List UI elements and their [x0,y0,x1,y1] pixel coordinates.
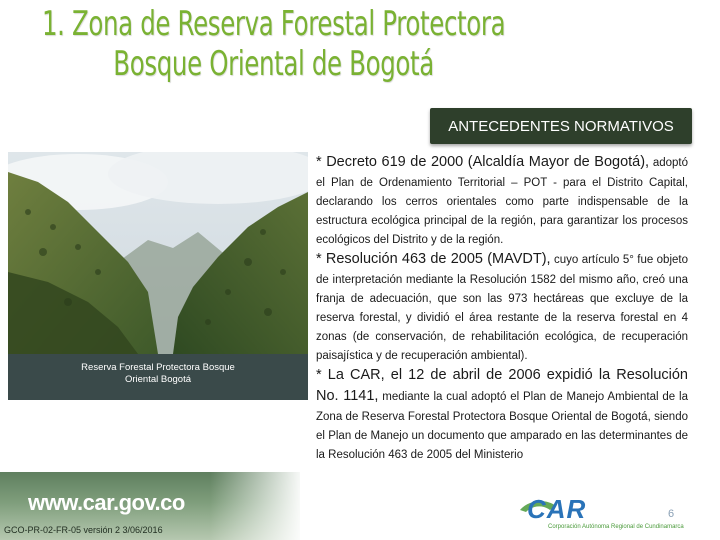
car-logo-tagline: Corporación Autónoma Regional de Cundinamarca [548,524,684,530]
footer-band-fade [210,472,300,540]
title-line-2: Bosque Oriental de Bogotá [113,44,434,84]
photo-caption-text: Reserva Forestal Protectora Bosque Oriental Bogotá [81,362,235,385]
forest-photo [8,152,308,354]
title-line-1: 1. Zona de Reserva Forestal Protectora [41,4,506,44]
regulation-item [316,365,688,464]
regulation-item [316,249,688,365]
regulation-text: adoptó el Plan de Ordenamiento Territorial – POT - para el Distrito Capital, declarando los cerros orientales como parte indispensable de la estructura ecológica principal de la región, para garantizar los procesos ecológicos del Distrito y de la región. [316,157,688,246]
regulation-lead: * Decreto 619 de 2000 (Alcaldía Mayor de Bogotá), [316,154,650,170]
regulation-lead: * La CAR, el 12 de abril de 2006 expidió la Resolución No. 1141, [316,367,688,404]
website-url: www.car.gov.co [28,490,185,515]
regulation-text: mediante la cual adoptó el Plan de Manejo Ambiental de la Zona de Reserva Forestal Protectora Bosque Oriental de Bogotá, siendo el Plan de Manejo un documento que amparado en las determinantes de la Resolución 463 de 2005 del Ministerio [316,391,688,461]
mountain-landscape-image [8,152,308,354]
section-badge [430,108,692,144]
page-number: 6 [668,508,675,520]
section-badge-label: ANTECEDENTES NORMATIVOS [448,117,674,135]
regulation-lead: * Resolución 463 de 2005 (MAVDT), [316,251,551,267]
regulation-text: cuyo artículo 5° fue objeto de interpretación mediante la Resolución 1582 del mismo año, creó una franja de adecuación, que son las 973 hectáreas que excluye de la reserva forestal, y dividió el área restante de la reserva forestal en 4 zonas (de conservación, de rehabilitación ecológica, de recuperación paisajística y de recuperación ambiental). [316,254,688,362]
regulation-list [316,152,688,464]
photo-caption [8,362,308,386]
page-title [0,4,547,84]
regulation-item [316,152,688,249]
car-logo-text: CAR [527,494,587,524]
document-code: GCO-PR-02-FR-05 versión 2 3/06/2016 [4,525,163,535]
